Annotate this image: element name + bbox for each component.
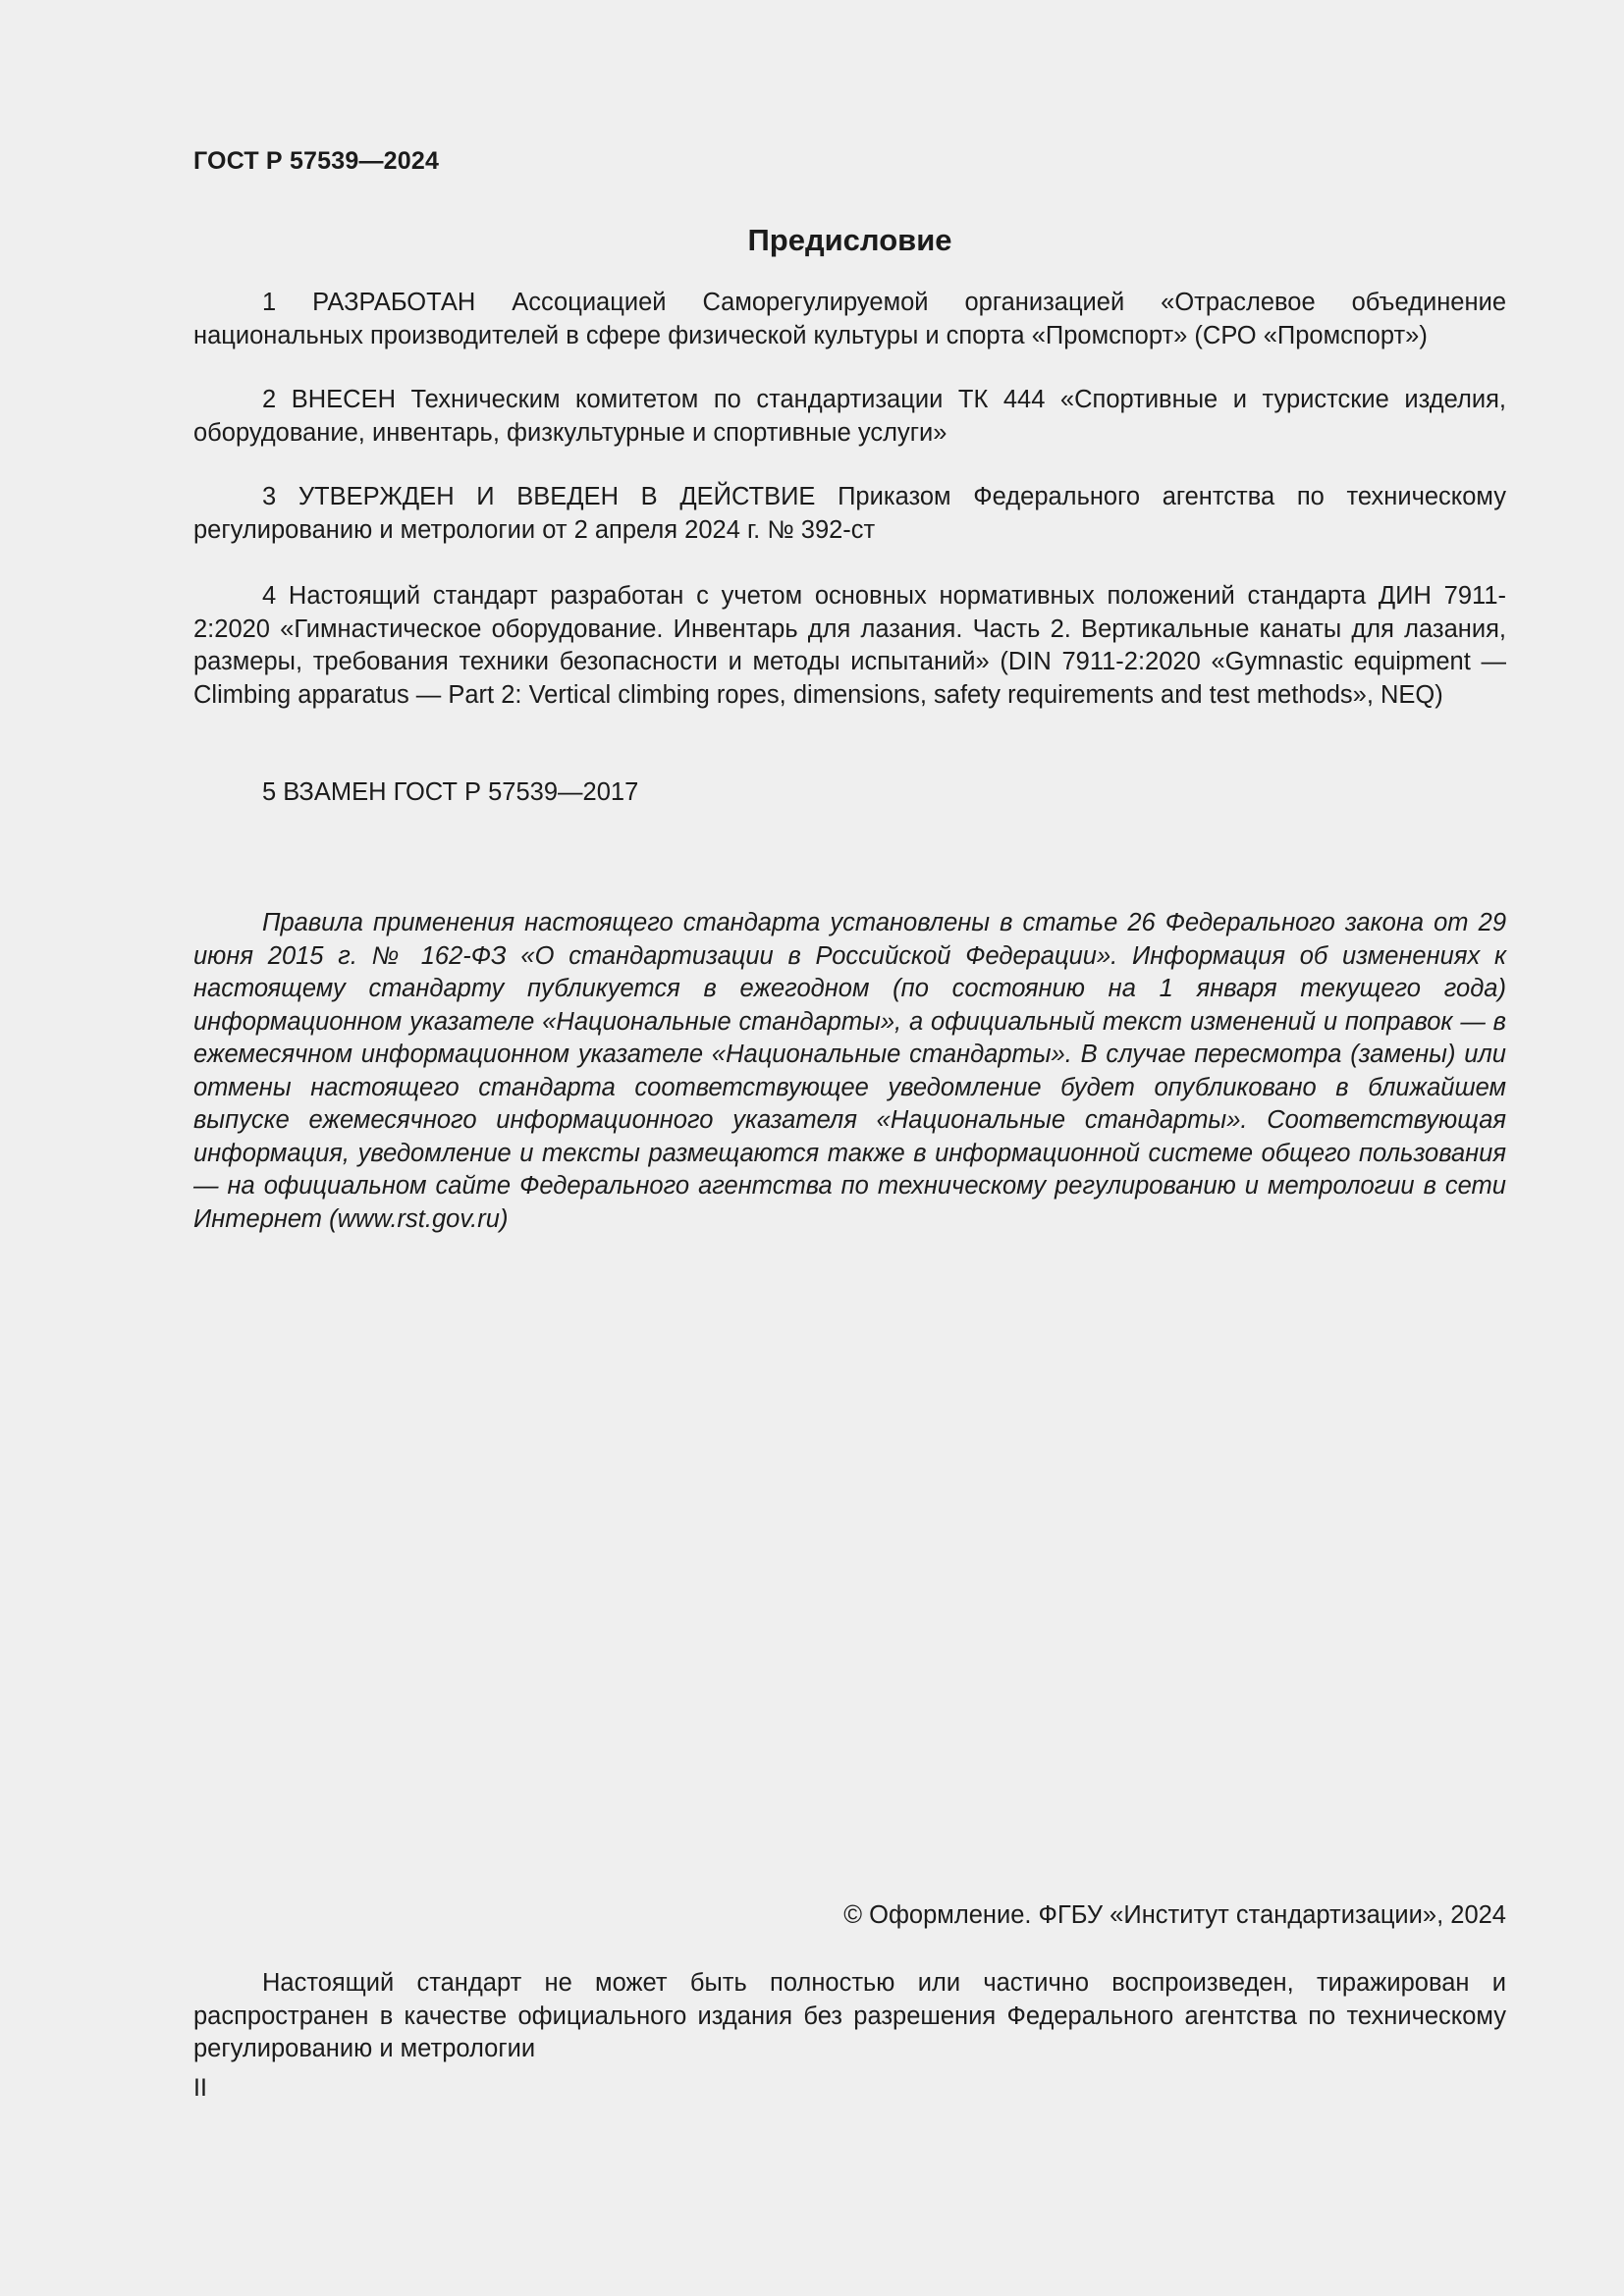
legal-notice: Настоящий стандарт не может быть полностью или частично воспроизведен, тиражирован и распространен в качестве официального издания без разрешения Федерального агентства по техническому регулированию и метрологии <box>193 1969 1506 2062</box>
page-number: II <box>193 2074 207 2102</box>
copyright-notice: © Оформление. ФГБУ «Институт стандартизации», 2024 <box>843 1901 1506 1929</box>
application-rules-note: Правила применения настоящего стандарта установлены в статье 26 Федерального закона от 29 июня 2015 г. № 162-ФЗ «О стандартизации в Российской Федерации». Информация об изменениях к настоящему стандарту публикуется в ежегодном (по состоянию на 1 января текущего года) информационном указателе «Национальные стандарты», а официальный текст изменений и поправок — в ежемесячном информационном указателе «Национальные стандарты». В случае пересмотра (замены) или отмены настоящего стандарта соответствующее уведомление будет опубликовано в ближайшем выпуске ежемесячного информационного указателя «Национальные стандарты». Соответствующая информация, уведомление и тексты размещаются также в информационной системе общего пользования — на официальном сайте Федерального агентства по техническому регулированию и метрологии в сети Интернет (www.rst.gov.ru) <box>193 909 1506 1233</box>
page-title: Предисловие <box>747 223 952 257</box>
document-page <box>193 0 1506 2296</box>
preface-item-4: 4 Настоящий стандарт разработан с учетом основных нормативных положений стандарта ДИН 7911-2:2020 «Гимнастическое оборудование. Инвентарь для лазания. Часть 2. Вертикальные канаты для лазания, размеры, требования техники безопасности и методы испытаний» (DIN 7911-2:2020 «Gymnastic equipment — Climbing apparatus — Part 2: Vertical climbing ropes, dimensions, safety requirements and test methods», NEQ) <box>193 582 1506 709</box>
preface-item-5: 5 ВЗАМЕН ГОСТ Р 57539—2017 <box>262 778 639 806</box>
standard-code: ГОСТ Р 57539—2024 <box>193 147 440 175</box>
preface-item-1: 1 РАЗРАБОТАН Ассоциацией Саморегулируемой организацией «Отраслевое объединение национальных производителей в сфере физической культуры и спорта «Промспорт» (СРО «Промспорт») <box>193 289 1506 349</box>
preface-item-2: 2 ВНЕСЕН Техническим комитетом по стандартизации ТК 444 «Спортивные и туристские изделия, оборудование, инвентарь, физкультурные и спортивные услуги» <box>193 386 1506 447</box>
preface-item-3: 3 УТВЕРЖДЕН И ВВЕДЕН В ДЕЙСТВИЕ Приказом Федерального агентства по техническому регулированию и метрологии от 2 апреля 2024 г. № 392-ст <box>193 483 1506 544</box>
